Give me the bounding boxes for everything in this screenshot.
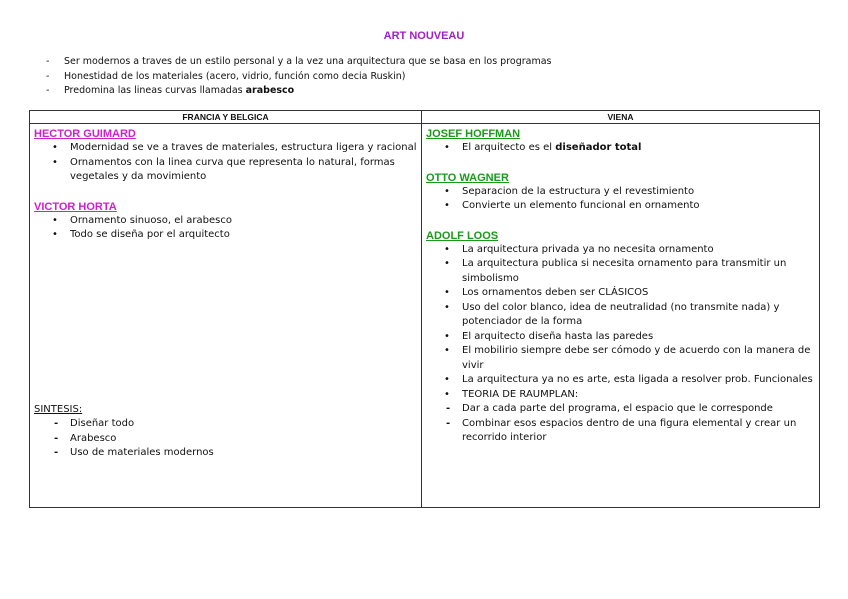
- intro-bold-term: arabesco: [245, 85, 295, 96]
- sintesis-title: SINTESIS:: [34, 404, 83, 415]
- intro-item: - Honestidad de los materiales (acero, vidrio, función como decia Ruskin): [44, 70, 824, 85]
- architect-name-guimard: HECTOR GUIMARD: [34, 128, 136, 140]
- list-item: • Modernidad se ve a traves de materiales, estructura ligera y racional: [52, 141, 417, 156]
- list-item: - Arabesco: [52, 432, 414, 447]
- list-item: • La arquitectura privada ya no necesita ornamento: [444, 243, 815, 258]
- comparison-table: [29, 110, 820, 508]
- section-wagner: [426, 171, 815, 214]
- bold-term: diseñador total: [555, 142, 642, 153]
- section-guimard: [34, 127, 417, 185]
- section-hoffman: [426, 127, 815, 156]
- list-item: • El mobilirio siempre debe ser cómodo y de acuerdo con la manera de vivir: [444, 344, 815, 373]
- intro-list: [44, 55, 824, 99]
- list-item: • Ornamentos con la linea curva que representa lo natural, formas vegetales y da movimiento: [52, 156, 417, 185]
- list-item: • Ornamento sinuoso, el arabesco: [52, 214, 417, 229]
- architect-name-hoffman: JOSEF HOFFMAN: [426, 128, 521, 140]
- header-francia-belgica: FRANCIA Y BELGICA: [30, 111, 422, 124]
- list-item: • La arquitectura publica si necesita ornamento para transmitir un simbolismo: [444, 257, 815, 286]
- architect-name-loos: ADOLF LOOS: [426, 229, 499, 242]
- section-loos: [426, 229, 815, 446]
- list-item: • Los ornamentos deben ser CLÁSICOS: [444, 286, 815, 301]
- header-viena: VIENA: [422, 111, 820, 124]
- intro-item: - Ser modernos a traves de un estilo personal y a la vez una arquitectura que se basa en los programas: [44, 55, 824, 70]
- list-item: • Todo se diseña por el arquitecto: [52, 228, 417, 243]
- list-item: - Diseñar todo: [52, 417, 414, 432]
- list-item: • Convierte un elemento funcional en ornamento: [444, 199, 815, 214]
- cell-viena: [422, 124, 820, 508]
- list-item: • La arquitectura ya no es arte, esta ligada a resolver prob. Funcionales: [444, 373, 815, 388]
- list-item: • TEORIA DE RAUMPLAN:: [444, 388, 815, 403]
- cell-francia-belgica: [30, 124, 422, 508]
- list-item: • Separacion de la estructura y el revestimiento: [444, 185, 815, 200]
- intro-item: - Predomina las lineas curvas llamadas arabesco: [44, 84, 824, 99]
- table-body-row: [30, 124, 820, 508]
- list-item: • Uso del color blanco, idea de neutralidad (no transmite nada) y potenciador de la forma: [444, 301, 815, 330]
- document-title: ART NOUVEAU: [383, 30, 465, 42]
- architect-name-horta: VICTOR HORTA: [34, 200, 117, 213]
- list-item: • El arquitecto es el diseñador total: [444, 141, 815, 156]
- list-item: • El arquitecto diseña hasta las paredes: [444, 330, 815, 345]
- list-item: - Dar a cada parte del programa, el espacio que le corresponde: [444, 402, 815, 417]
- list-item: - Uso de materiales modernos: [52, 446, 414, 461]
- table-header-row: [30, 111, 820, 124]
- section-sintesis: [34, 403, 414, 461]
- list-item: - Combinar esos espacios dentro de una figura elemental y crear un recorrido interior: [444, 417, 815, 446]
- architect-name-wagner: OTTO WAGNER: [426, 171, 509, 184]
- section-horta: [34, 200, 417, 243]
